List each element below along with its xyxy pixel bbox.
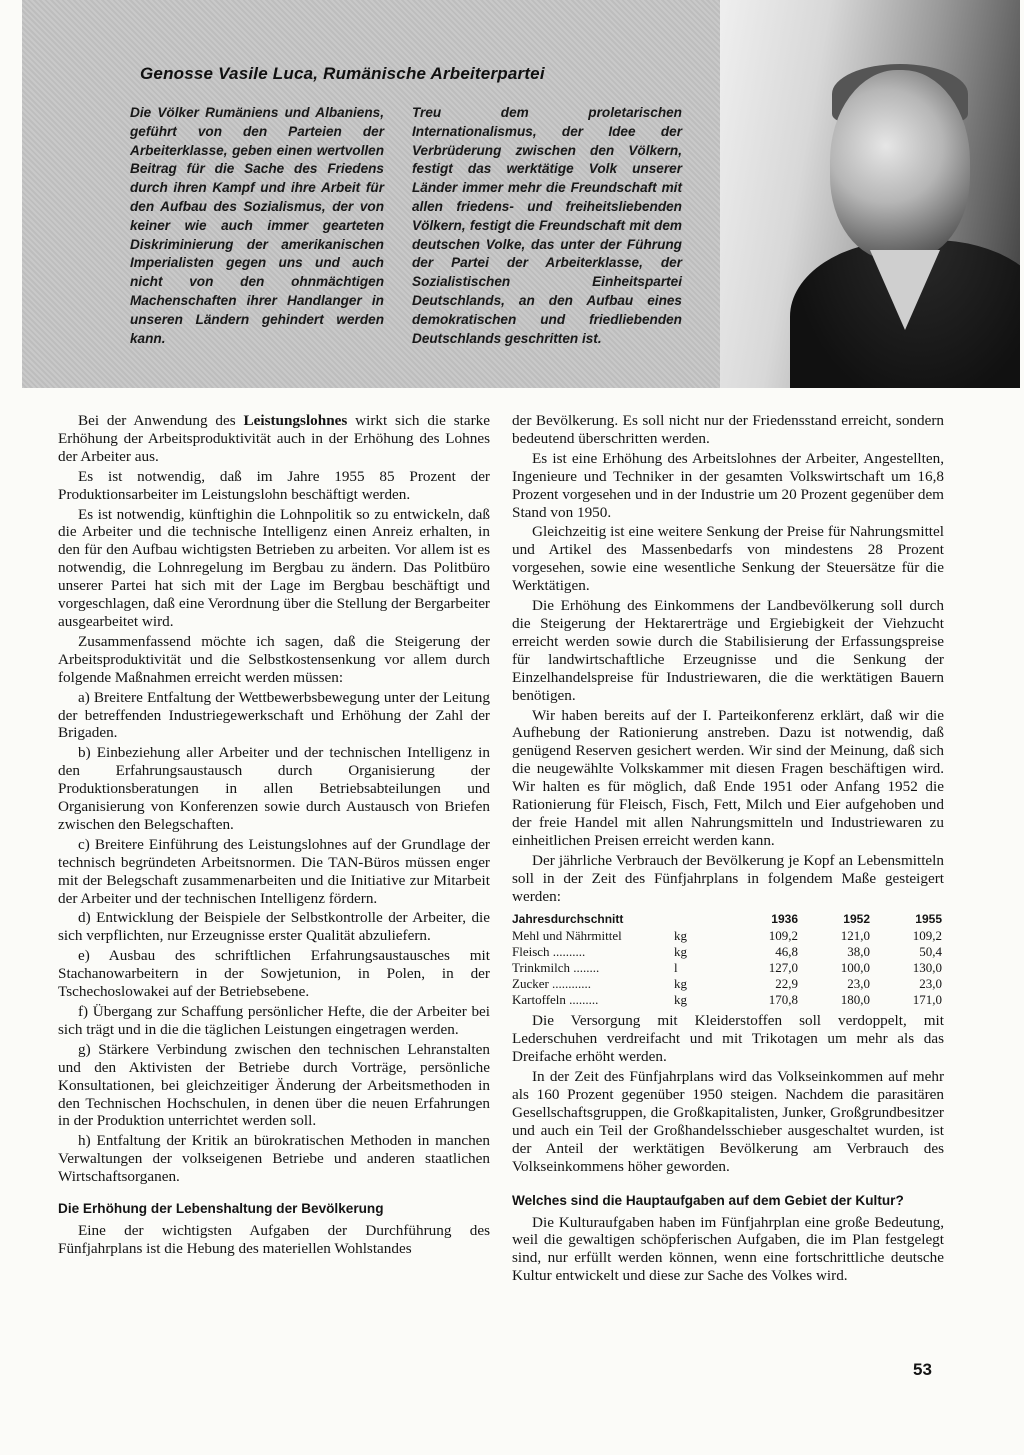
- table-header-row: [512, 911, 942, 928]
- table-header: 1952: [843, 912, 870, 927]
- header-title: Genosse Vasile Luca, Rumänische Arbeiterpartei: [140, 64, 545, 83]
- header-panel: [22, 0, 720, 388]
- paragraph: der Bevölkerung. Es soll nicht nur der Friedensstand erreicht, sondern bedeutend überschritten werden.: [512, 412, 944, 447]
- table-header: Jahresdurchschnitt: [512, 912, 624, 927]
- consumption-table: [512, 911, 942, 1008]
- header-quote-left: Die Völker Rumäniens und Albaniens, geführt von den Parteien der Arbeiterklasse, geben einen wertvollen Beitrag für die Sache des Friedens durch ihren Kampf und ihre Arbeit für den Aufbau des Sozialismus, der von keiner wie auch immer gearteten Diskriminierung der amerikanischen Imperialisten gegen uns und auch nicht von den ohnmächtigen Machenschaften ihrer Handlanger in unseren Ländern gehindert werden kann.: [130, 105, 384, 346]
- right-column: [512, 412, 944, 1287]
- paragraph: Es ist eine Erhöhung des Arbeitslohnes der Arbeiter, Angestellten, Ingenieure und Techniker in der gesamten Volkswirtschaft um 16,8 Prozent vorgesehen und in der Industrie um 20 Prozent gegenüber dem Stand von 1950.: [512, 449, 944, 521]
- table-row: Zucker ............ kg 22,9 23,0 23,0: [512, 976, 942, 992]
- paragraph: Es ist notwendig, künftighin die Lohnpolitik so zu entwickeln, daß die Arbeiter und die technische Intelligenz einen Anreiz erhalten, in den für den Aufbau wichtigsten Betrieben zu arbeiten. Vor allem ist es notwendig, die Lohnregelung im Bergbau zu ändern. Das Politbüro unserer Partei hat sich mit der Lage im Bergbau beschäftigt und vorgeschlagen, daß eine Verordnung über die Stellung der Bergarbeiter ausgearbeitet wird.: [58, 505, 490, 630]
- table-row: Trinkmilch ........ l 127,0 100,0 130,0: [512, 960, 942, 976]
- left-column: [58, 412, 490, 1260]
- paragraph: Wir haben bereits auf der I. Parteikonferenz erklärt, daß wir die Aufhebung der Rationierung anstreben. Dazu ist notwendig, daß genügend Reserven gesichert werden. Wir sind der Meinung, daß sich die neugewählte Volkskammer mit diesen Fragen beschäftigen wird. Wir halten es für möglich, daß Ende 1951 oder Anfang 1952 die Rationierung für Fleisch, Fisch, Fett, Milch und Eier aufgehoben und der freie Handel mit allen Nahrungsmitteln und Industriewaren zu einheitlichen Preisen erreicht werden kann.: [512, 706, 944, 849]
- paragraph: Die Versorgung mit Kleiderstoffen soll verdoppelt, mit Lederschuhen verdreifacht und mit Trikotagen um mehr als das Dreifache erhöht werden.: [512, 1012, 944, 1066]
- table-row: Mehl und Nährmittel kg 109,2 121,0 109,2: [512, 928, 942, 944]
- table-header: 1936: [771, 912, 798, 927]
- table-row: Kartoffeln ......... kg 170,8 180,0 171,0: [512, 992, 942, 1008]
- paragraph: Eine der wichtigsten Aufgaben der Durchführung des Fünfjahrplans ist die Hebung des materiellen Wohlstandes: [58, 1221, 490, 1257]
- list-item: e) Ausbau des schriftlichen Erfahrungsaustausches mit Stachanowarbeitern in der Sowjetunion, in Polen, in der Tschechoslowakei auf der Betriebsebene.: [58, 947, 490, 1001]
- paragraph: Der jährliche Verbrauch der Bevölkerung je Kopf an Lebensmitteln soll in der Zeit des Fünfjahrplans in folgendem Maße gesteigert werden:: [512, 851, 944, 905]
- list-item: c) Breitere Einführung des Leistungslohnes auf der Grundlage der technisch begründeten Arbeitsnormen. Die TAN-Büros müssen enger mit der Belegschaft zusammenarbeiten und die Initiative zur Mitarbeit der Arbeiter und der technischen Intelligenz fördern.: [58, 835, 490, 907]
- paragraph: Die Kulturaufgaben haben im Fünfjahrplan eine große Bedeutung, weil die gewaltigen schöpferischen Aufgaben, die im Plan festgelegt sind, nur erfüllt werden können, wenn eine fortschrittliche deutsche Kultur entwickelt und diese zur Sache des Volkes wird.: [512, 1213, 944, 1285]
- paragraph: In der Zeit des Fünfjahrplans wird das Volkseinkommen auf mehr als 160 Prozent gegenüber 1950 steigen. Nachdem die parasitären Gesellschaftsgruppen, die Großkapitalisten, Junker, Großgrundbesitzer und auch ein Teil der Großhandelsschieber ausgeschaltet wurden, ist der Anteil der werktätigen Bevölkerung am Verbrauch des Volkseinkommens höher geworden.: [512, 1068, 944, 1175]
- list-item: b) Einbeziehung aller Arbeiter und der technischen Intelligenz in den Erfahrungsaustausch durch Organisierung der Produktionsberatungen in allen Betriebsabteilungen und Organisierung von Konferenzen sowie durch Austausch von Briefen zwischen den Belegschaften.: [58, 744, 490, 833]
- header-quote-right: Treu dem proletarischen Internationalismus, der Idee der Verbrüderung zwischen den Völkern, festigt das werktätige Volk unserer Länder immer mehr die Freundschaft mit allen friedens- und freiheitsliebenden Völkern, festigt die Freundschaft mit dem deutschen Volke, das unter der Führung der Partei der Arbeiterklasse, der Sozialistischen Einheitspartei Deutschlands, an den Aufbau eines demokratischen und friedliebenden Deutschlands geschritten ist.: [412, 105, 682, 346]
- paragraph: Gleichzeitig ist eine weitere Senkung der Preise für Nahrungsmittel und Artikel des Massenbedarfs von mindestens 28 Prozent vorgesehen, sowie eine wesentliche Senkung der Steuersätze für die Werktätigen.: [512, 523, 944, 595]
- portrait-photo: [720, 0, 1020, 388]
- paragraph: Bei der Anwendung des Leistungslohnes wirkt sich die starke Erhöhung der Arbeitsproduktivität auch in der Erhöhung des Lohnes der Arbeiter aus.: [58, 412, 490, 465]
- paragraph: Zusammenfassend möchte ich sagen, daß die Steigerung der Arbeitsproduktivität und die Selbstkostensenkung vor allem durch folgende Maßnahmen erreicht werden müssen:: [58, 632, 490, 686]
- list-item: d) Entwicklung der Beispiele der Selbstkontrolle der Arbeiter, die sich verpflichten, nur Erzeugnisse erster Qualität abzuliefern.: [58, 909, 490, 945]
- table-header: 1955: [915, 912, 942, 927]
- section-heading: Die Erhöhung der Lebenshaltung der Bevölkerung: [58, 1201, 384, 1217]
- paragraph: Es ist notwendig, daß im Jahre 1955 85 Prozent der Produktionsarbeiter im Leistungslohn beschäftigt werden.: [58, 467, 490, 503]
- list-item: g) Stärkere Verbindung zwischen den technischen Lehranstalten und den Aktivisten der Betriebe durch Vorträge, persönliche Konsultationen, bei gleichzeitiger Änderung der Arbeitsmethoden in den Technischen Hochschulen, in denen über die neuen Erfahrungen in der Produktion unterrichtet werden soll.: [58, 1040, 490, 1130]
- table-row: Fleisch .......... kg 46,8 38,0 50,4: [512, 944, 942, 960]
- list-item: f) Übergang zur Schaffung persönlicher Hefte, die der Arbeiter bei sich trägt und in die die täglichen Leistungen eingetragen werden.: [58, 1003, 490, 1038]
- section-heading: Welches sind die Hauptaufgaben auf dem Gebiet der Kultur?: [512, 1192, 904, 1208]
- paragraph: Die Erhöhung des Einkommens der Landbevölkerung soll durch die Steigerung der Hektarerträge und Ergiebigkeit der Viehzucht erreicht werden sowie durch die Stabilisierung der Erfassungspreise für landwirtschaftliche Erzeugnisse und die Senkung der Einzelhandelspreise für Industriewaren, die die werktätigen Bauern benötigen.: [512, 597, 944, 704]
- list-item: a) Breitere Entfaltung der Wettbewerbsbewegung unter der Leitung der betreffenden Industriegewerkschaft und Erhöhung der Zahl der Brigaden.: [58, 688, 490, 742]
- list-item: h) Entfaltung der Kritik an bürokratischen Methoden in manchen Verwaltungen der volkseigenen Betriebe und anderen staatlichen Wirtschaftsorganen.: [58, 1132, 490, 1186]
- page-number: 53: [913, 1360, 932, 1379]
